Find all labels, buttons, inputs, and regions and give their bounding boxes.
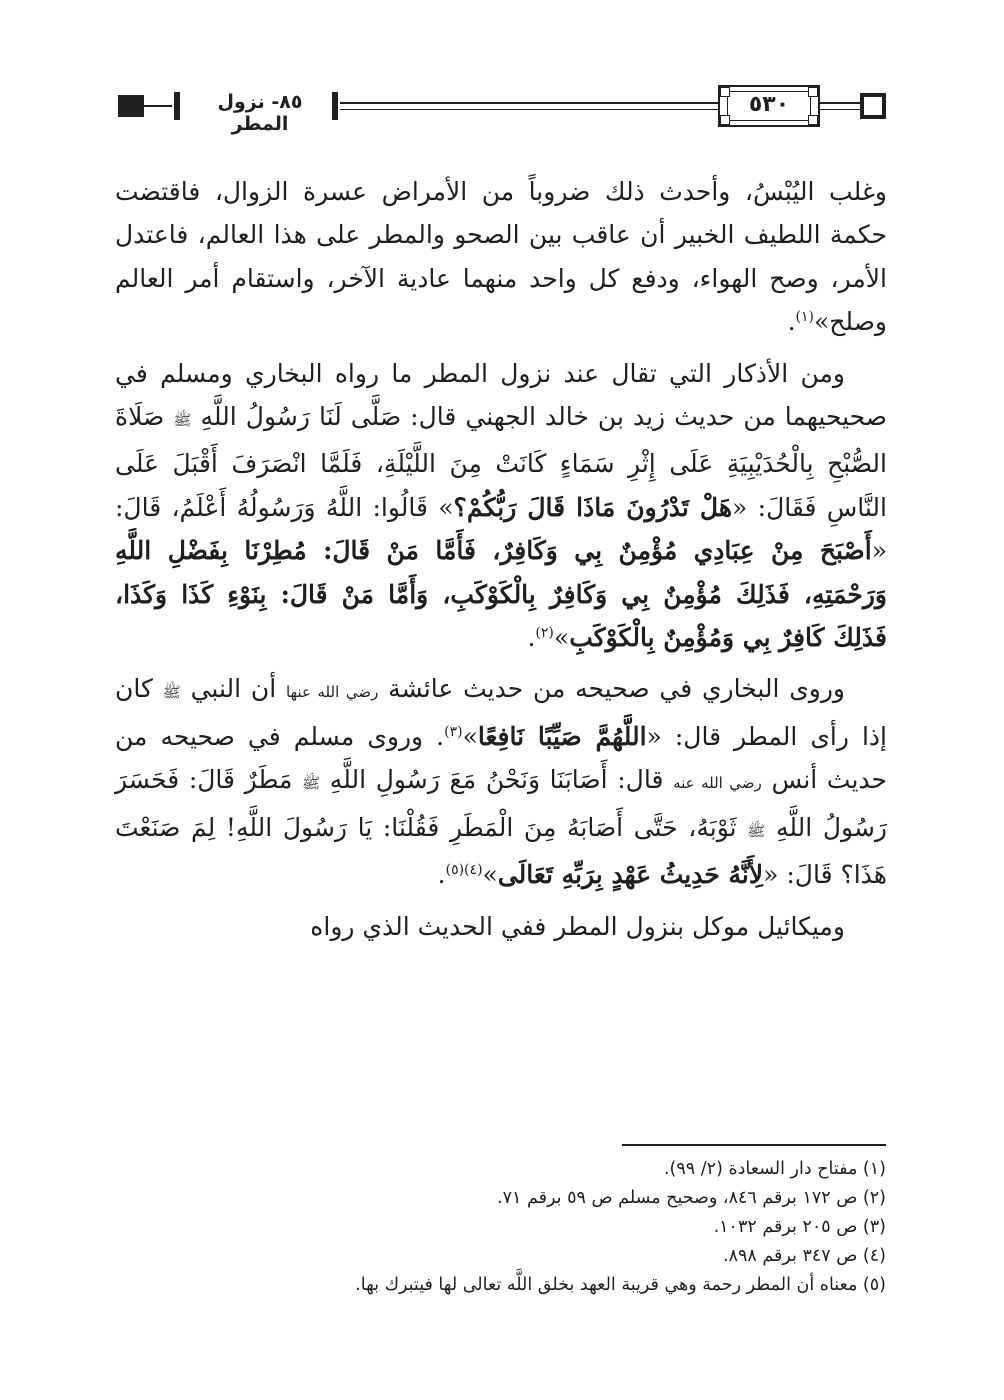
footnote-ref: (٢) — [535, 625, 554, 642]
text-run: » — [553, 623, 570, 653]
honorific-glyph: ﷺ — [302, 774, 321, 793]
honorific-glyph: ﷺ — [162, 683, 181, 702]
text-run: صَلَاةَ الصُّبْحِ بِالْحُدَيْبِيَةِ عَلَى إِثْرِ سَمَاءٍ كَانَتْ مِنَ اللَّيْلَةِ، فَلَمَّا انْصَرَفَ أَقْبَلَ عَلَى النَّاسِ فَقَالَ: « — [115, 402, 887, 522]
page-number-frame — [718, 85, 820, 127]
text-run: » — [482, 860, 498, 890]
text-run: قال: أَصَابَنَا وَنَحْنُ مَعَ رَسُولِ اللَّهِ — [320, 765, 674, 795]
text-run: مَطَرٌ قَالَ: فَحَسَرَ رَسُولُ اللَّهِ — [115, 765, 887, 842]
footnote: (١) مفتاح دار السعادة (٢/ ٩٩). — [663, 1159, 886, 1179]
honorific-glyph: ﷺ — [173, 411, 192, 430]
main-text — [115, 170, 887, 956]
footnote: (٢) ص ١٧٢ برقم ٨٤٦، وصحيح مسلم ص ٥٩ برقم ٧١. — [497, 1188, 886, 1208]
header-rule — [144, 105, 172, 107]
chapter-title: ٨٥- نزول المطر — [217, 91, 303, 135]
header-rule — [340, 109, 718, 110]
text-run: » قَالُوا: اللَّهُ وَرَسُولُهُ أَعْلَمُ، قَالَ: « — [115, 492, 887, 566]
text-run: . — [527, 623, 536, 653]
honorific-glyph: رضي الله عنها — [285, 683, 379, 702]
paragraph — [115, 170, 887, 344]
hadith-quote: اللَّهُمَّ صَيِّبًا نَافِعًا — [477, 721, 647, 751]
text-run: ومن الأذكار التي تقال عند نزول المطر ما رواه البخاري ومسلم في صحيحيهما من حديث زيد بن خالد الجهني قال: صَلَّى لَنَا رَسُولُ اللَّهِ — [115, 358, 887, 432]
text-run: وغلب اليُبْسُ، وأحدث ذلك ضروباً من الأمراض عسرة الزوال، فاقتضت حكمة اللطيف الخبير أن عاقب بين الصحو والمطر على هذا العالم، فاعتدل الأمر، وصح الهواء، ودفع كل واحد منهما عادية الآخر، واستقام أمر العالم وصلح» — [115, 177, 887, 337]
honorific-glyph: ﷺ — [747, 821, 766, 840]
text-run: وروى البخاري في صحيحه من حديث عائشة — [378, 674, 846, 704]
footnote: (٤) ص ٣٤٧ برقم ٨٩٨. — [722, 1246, 886, 1266]
page-header — [118, 85, 886, 135]
text-run: وميكائيل موكل بنزول المطر ففي الحديث الذي رواه — [310, 911, 845, 941]
header-rule — [820, 109, 860, 110]
hadith-quote: أَصْبَحَ مِنْ عِبَادِي مُؤْمِنٌ بِي وَكَافِرٌ، فَأَمَّا مَنْ قَالَ: مُطِرْنَا بِفَضْلِ اللَّهِ وَرَحْمَتِهِ، فَذَلِكَ مُؤْمِنٌ بِي وَكَافِرٌ بِالْكَوْكَبِ، وَأَمَّا مَنْ قَالَ: بِنَوْءِ كَذَا وَكَذَا، فَذَلِكَ كَافِرٌ بِي وَمُؤْمِنٌ بِالْكَوْكَبِ — [115, 536, 887, 653]
page-number: ٥٣٠ — [748, 92, 790, 117]
text-run: » — [462, 721, 478, 751]
paragraph — [115, 905, 887, 948]
footnote: (٥) معناه أن المطر رحمة وهي قريبة العهد بخلق اللَّه تعالى لها فيتبرك بها. — [355, 1275, 886, 1295]
footnote-ref: (١) — [795, 309, 814, 326]
header-rule — [340, 102, 718, 104]
text-run: أن النبي — [180, 674, 286, 704]
header-rule — [820, 102, 860, 104]
footnote-ref: (٣) — [444, 723, 463, 740]
header-ornament-square — [860, 93, 886, 119]
text-run: . — [437, 860, 446, 890]
footnote-ref: (٤)(٥) — [445, 862, 483, 879]
header-ornament-square — [118, 95, 144, 117]
honorific-glyph: رضي الله عنه — [673, 774, 762, 793]
paragraph — [115, 667, 887, 896]
paragraph — [115, 352, 887, 660]
hadith-quote: هَلْ تَدْرُونَ مَاذَا قَالَ رَبُّكُمْ؟ — [453, 492, 733, 522]
text-run: ثَوْبَهُ، حَتَّى أَصَابَهُ مِنَ الْمَطَرِ فَقُلْنَا: يَا رَسُولَ اللَّهِ! لِمَ صَنَعْتَ هَذَا؟ قَالَ: « — [115, 812, 887, 890]
text-run: . — [787, 307, 796, 337]
hadith-quote: لِأَنَّهُ حَدِيثُ عَهْدٍ بِرَبِّهِ تَعَالَى — [497, 860, 764, 890]
text-run: . وروى مسلم في صحيحه من حديث أنس — [115, 721, 887, 795]
text-run: كان إذا رأى المطر قال: « — [115, 674, 887, 751]
header-divider — [332, 92, 338, 120]
footnotes — [130, 1155, 886, 1300]
footnote-separator — [622, 1144, 886, 1146]
header-divider — [174, 92, 180, 120]
footnote: (٣) ص ٢٠٥ برقم ١٠٣٢. — [713, 1217, 886, 1237]
